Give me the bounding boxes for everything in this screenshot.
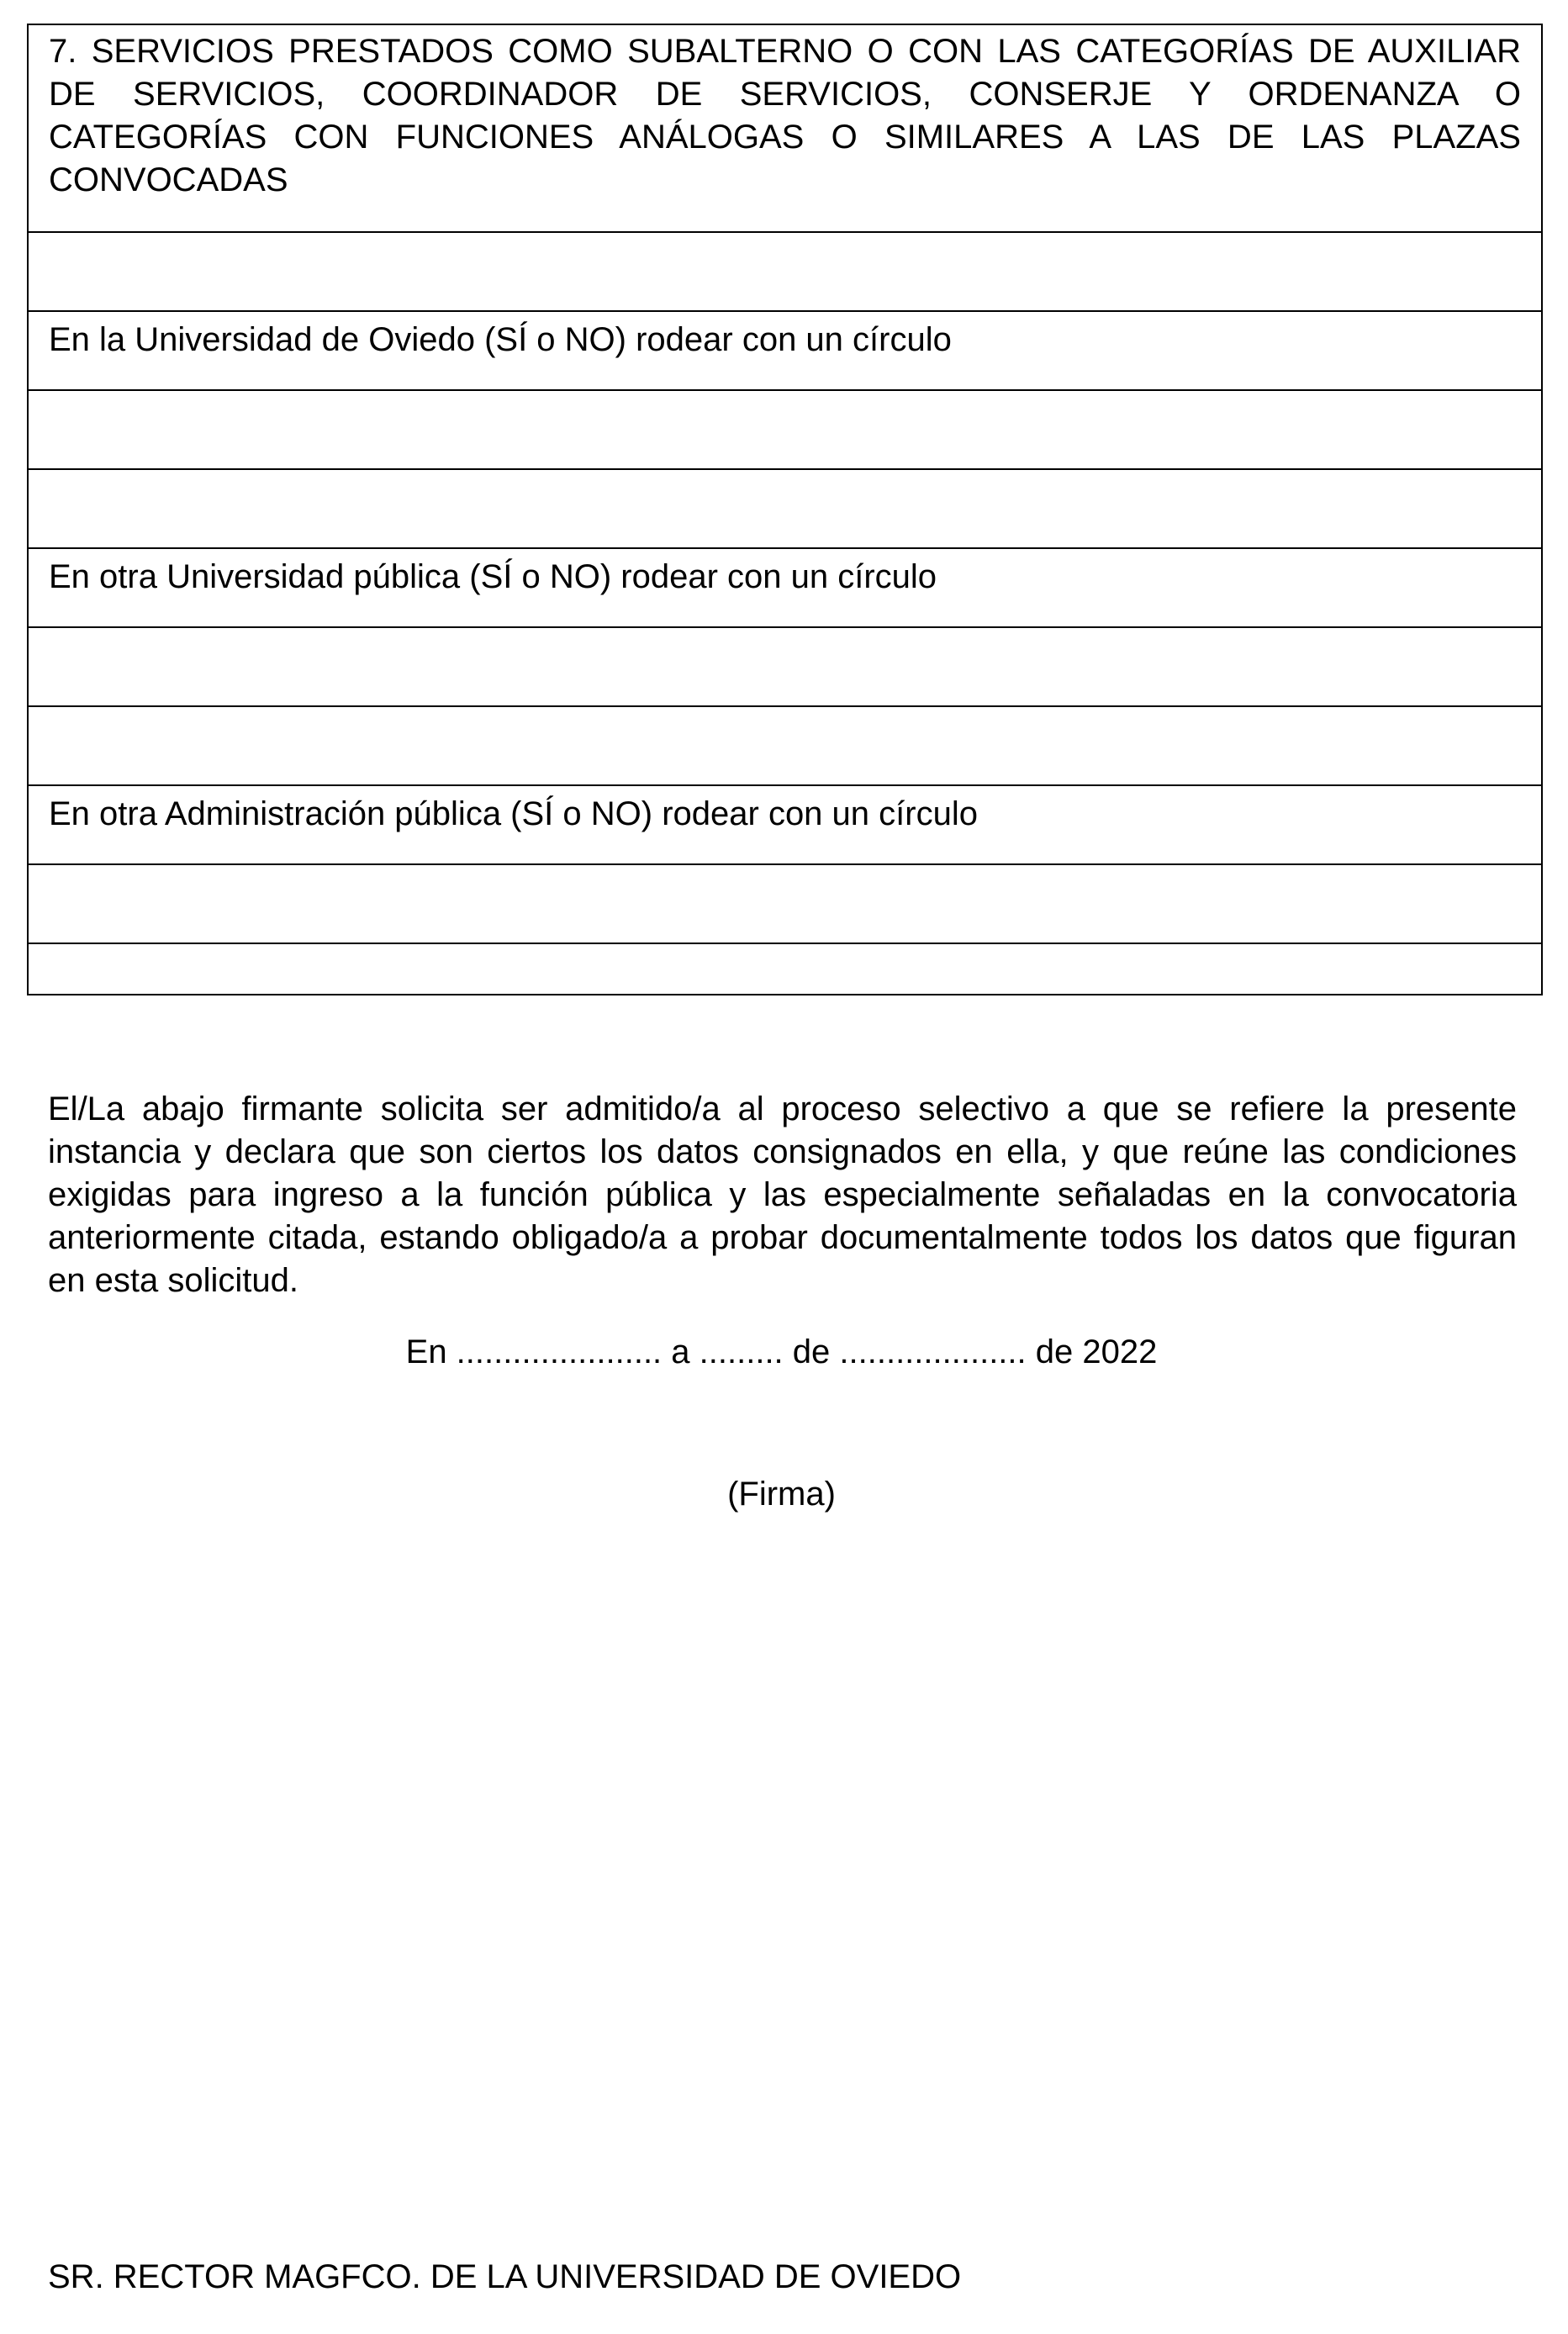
oviedo-label: En la Universidad de Oviedo (SÍ o NO) rodear con un círculo [28,311,1542,390]
declaration-paragraph: El/La abajo firmante solicita ser admitido/a al proceso selectivo a que se refiere la presente instancia y declara que son ciertos los datos consignados en ella, y que reúne las condiciones exigidas para ingreso a la función pública y las especialmente señaladas en la convocatoria anteriormente citada, estando obligado/a a probar documentalmente todos los datos que figuran en esta solicitud. [48,1090,1517,1299]
section-heading-line: DE SERVICIOS, COORDINADOR DE SERVICIOS, CONSERJE Y ORDENANZA O [49,76,1521,113]
signature-label [0,1473,1568,1516]
otra-universidad-row [28,548,1542,627]
empty-row [28,627,1542,706]
addressee: SR. RECTOR MAGFCO. DE LA UNIVERSIDAD DE OVIEDO [48,2258,962,2295]
empty-row [28,706,1542,785]
section-heading-line: CATEGORÍAS CON FUNCIONES ANÁLOGAS O SIMILARES A LAS DE LAS PLAZAS [49,119,1521,156]
otra-universidad-label: En otra Universidad pública (SÍ o NO) rodear con un círculo [28,548,1542,627]
otra-administracion-row [28,785,1542,864]
date-line [0,1331,1568,1374]
section-heading-line: CONVOCADAS [49,161,288,198]
empty-row [28,390,1542,469]
empty-row [28,469,1542,548]
empty-cell[interactable] [28,469,1542,548]
empty-cell[interactable] [28,943,1542,995]
empty-cell[interactable] [28,864,1542,943]
section-heading-row [28,24,1542,232]
empty-cell[interactable] [28,390,1542,469]
signature-label-text: (Firma) [727,1476,836,1513]
otra-administracion-label: En otra Administración pública (SÍ o NO) rodear con un círculo [28,785,1542,864]
oviedo-row [28,311,1542,390]
section-heading-line: 7. SERVICIOS PRESTADOS COMO SUBALTERNO O CON LAS CATEGORÍAS DE AUXILIAR [49,33,1521,70]
empty-cell[interactable] [28,232,1542,311]
empty-cell[interactable] [28,627,1542,706]
services-table [27,24,1543,995]
empty-cell[interactable] [28,706,1542,785]
empty-row [28,232,1542,311]
date-line-text: En ...................... a ......... de .................... de 2022 [405,1333,1158,1370]
section-heading [28,24,1542,232]
empty-row [28,943,1542,995]
empty-row [28,864,1542,943]
